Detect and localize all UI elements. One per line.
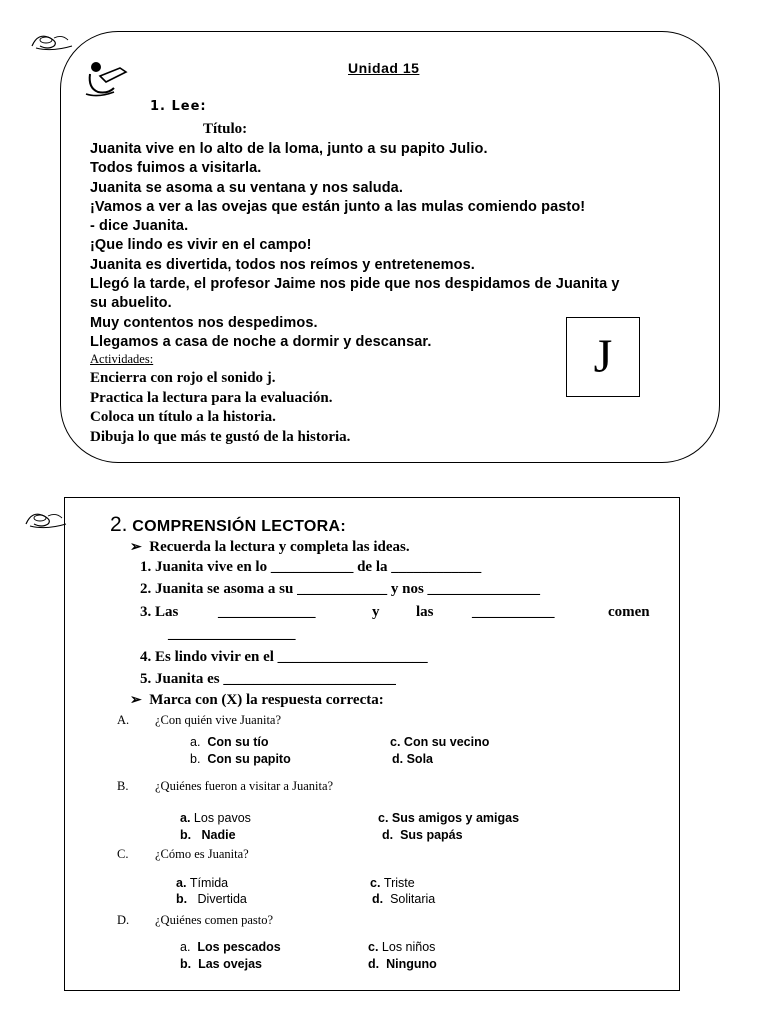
instruction-text: Marca con (X) la respuesta correcta: [149,692,384,708]
answer-option[interactable]: a. Los pescados [180,940,281,954]
answer-option[interactable]: a. Los pavos [180,811,251,825]
item-number: 1. [140,559,152,575]
item-number: 5. [140,671,152,687]
swirl-clipart-icon [28,30,76,52]
section-2-heading [110,513,346,537]
answer-option[interactable]: c. Con su vecino [390,735,490,749]
story-title-label: Título: [203,121,248,137]
story-line: ¡Que lindo es vivir en el campo! [90,237,312,254]
activity-item: Practica la lectura para la evaluación. [90,389,333,406]
instruction-text: Recuerda la lectura y completa las ideas. [149,539,410,555]
instruction-complete [130,539,410,556]
story-line: Llegamos a casa de noche a dormir y descansar. [90,333,432,350]
story-line: su abuelito. [90,295,172,312]
story-line: ¡Vamos a ver a las ovejas que están junto a las mulas comiendo pasto! [90,198,586,215]
story-line: Juanita es divertida, todos nos reímos y entretenemos. [90,256,475,273]
answer-option[interactable]: d. Sola [392,752,433,766]
arrow-bullet-icon: ➢ [130,693,142,708]
answer-option[interactable]: b. Nadie [180,828,236,842]
item-text: Juanita es _______________________ [155,671,396,687]
fill-word: y [372,604,380,620]
item-text: Es lindo vivir en el ____________________ [155,649,428,665]
question-letter: D. [117,913,130,927]
fill-word: comen [608,604,650,620]
unit-title: Unidad 15 [348,60,420,76]
question-letter: C. [117,847,129,861]
activity-item: Dibuja lo que más te gustó de la historia. [90,428,351,445]
fill-item[interactable] [140,604,178,621]
section-title: COMPRENSIÓN LECTORA: [132,518,346,535]
answer-option[interactable]: d. Sus papás [382,828,463,842]
item-number: 3. [140,604,152,620]
answer-option[interactable]: a. Con su tío [190,735,269,749]
fill-word: las [416,604,434,620]
item-text: Juanita vive en lo ___________ de la ____________ [155,559,482,575]
answer-option[interactable]: a. Tímida [176,876,229,890]
answer-option[interactable]: b. Con su papito [190,752,291,766]
answer-option[interactable]: c. Triste [370,876,415,890]
instruction-mark [130,692,384,709]
story-line: Juanita se asoma a su ventana y nos saluda. [90,179,403,196]
fill-blank[interactable]: ___________ [472,604,555,620]
item-text: Juanita se asoma a su ____________ y nos _______________ [155,581,541,597]
fill-item[interactable] [140,671,396,688]
item-number: 2. [140,581,152,597]
answer-option[interactable]: c. Sus amigos y amigas [378,811,520,825]
step-read-label: 1. Lee: [150,99,207,114]
fill-blank[interactable]: _________________ [168,626,296,642]
item-text: Las [155,604,179,620]
question-text: ¿Cómo es Juanita? [155,847,249,861]
answer-option[interactable]: d. Ninguno [368,957,437,971]
answer-option[interactable]: b. Divertida [176,892,247,906]
fill-item[interactable] [140,559,481,576]
question-text: ¿Quiénes fueron a visitar a Juanita? [155,779,334,793]
fill-item[interactable] [140,649,428,666]
swirl-clipart-icon [22,508,70,530]
fill-blank[interactable]: _____________ [218,604,316,620]
activities-list [90,369,350,447]
answer-option[interactable]: b. Las ovejas [180,957,262,971]
question-letter: A. [117,713,130,727]
story-line: Muy contentos nos despedimos. [90,314,318,331]
question-text: ¿Quiénes comen pasto? [155,913,274,927]
arrow-bullet-icon: ➢ [130,540,142,555]
activity-item: Encierra con rojo el sonido j. [90,370,276,386]
story-line: - dice Juanita. [90,218,189,235]
fill-item[interactable] [140,581,540,598]
story-line: Llegó la tarde, el profesor Jaime nos pide que nos despidamos de Juanita y [90,276,620,293]
story-line: Todos fuimos a visitarla. [90,160,262,177]
answer-option[interactable]: d. Solitaria [372,892,436,906]
section-number: 2. [110,513,128,536]
item-number: 4. [140,649,152,665]
activity-item: Coloca un título a la historia. [90,409,276,425]
question-letter: B. [117,779,129,793]
question-text: ¿Con quién vive Juanita? [155,713,282,727]
activities-title: Actividades: [90,352,154,366]
letter-box: J [566,317,640,397]
reading-child-icon [84,58,130,98]
story-line: Juanita vive en lo alto de la loma, junto a su papito Julio. [90,141,488,157]
answer-option[interactable]: c. Los niños [368,940,436,954]
